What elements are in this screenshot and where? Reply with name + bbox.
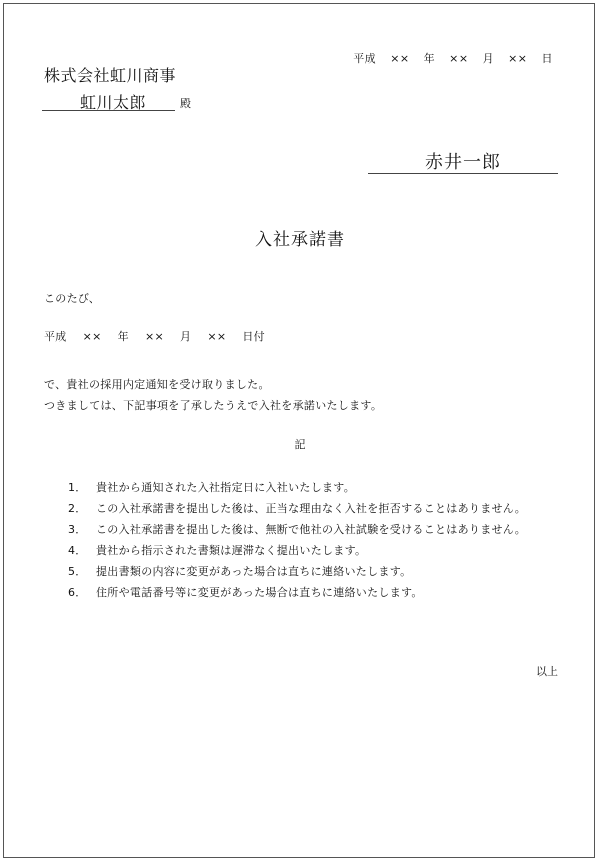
notice-date-day: ××	[207, 330, 227, 343]
sender-name: 赤井一郎	[425, 152, 501, 173]
date-year-unit: 年	[423, 52, 436, 65]
item-text: 住所や電話番号等に変更があった場合は直ちに連絡いたします。	[96, 586, 423, 599]
date-month-unit: 月	[482, 52, 495, 65]
body-paragraph-1: で、貴社の採用内定通知を受け取りました。	[44, 378, 270, 391]
date-day: ××	[508, 52, 528, 65]
terms-list	[68, 477, 560, 603]
item-number: 1．	[68, 481, 87, 494]
notice-date	[44, 328, 265, 344]
list-item	[68, 582, 560, 603]
recipient-underline	[42, 110, 175, 111]
list-item	[68, 519, 560, 540]
date-year: ××	[390, 52, 410, 65]
item-text: 貴社から指示された書類は遅滞なく提出いたします。	[96, 544, 367, 557]
sender-underline	[368, 173, 558, 174]
body-paragraph-2: つきましては、下記事項を了承したうえで入社を承諾いたします。	[44, 399, 383, 412]
item-number: 3．	[68, 523, 87, 536]
notice-date-month-unit: 月	[180, 330, 192, 343]
document-page	[3, 3, 595, 858]
recipient-company: 株式会社虹川商事	[44, 66, 177, 85]
item-number: 4．	[68, 544, 87, 557]
list-item	[68, 477, 560, 498]
list-item	[68, 498, 560, 519]
item-number: 6．	[68, 586, 87, 599]
notice-date-year-unit: 年	[117, 330, 129, 343]
date-era: 平成	[353, 52, 377, 65]
issue-date	[353, 50, 553, 66]
notice-date-era: 平成	[44, 330, 67, 343]
honorific: 殿	[180, 97, 191, 110]
notice-date-month: ××	[144, 330, 165, 343]
item-text: この入社承諾書を提出した後は、無断で他社の入社試験を受けることはありません。	[96, 523, 527, 536]
item-text: 提出書類の内容に変更があった場合は直ちに連絡いたします。	[96, 565, 412, 578]
notice-date-year: ××	[82, 330, 102, 343]
item-number: 2．	[68, 502, 87, 515]
date-day-unit: 日	[541, 52, 553, 65]
ki-heading: 記	[294, 438, 306, 451]
item-text: 貴社から通知された入社指定日に入社いたします。	[96, 481, 356, 494]
document-title: 入社承諾書	[255, 230, 345, 250]
item-text: この入社承諾書を提出した後は、正当な理由なく入社を拒否することはありません。	[96, 502, 527, 515]
list-item	[68, 540, 560, 561]
intro-text: このたび、	[44, 292, 101, 305]
closing-text: 以上	[536, 665, 558, 678]
recipient-name: 虹川太郎	[80, 93, 147, 112]
notice-date-day-unit: 日付	[242, 330, 265, 343]
list-item	[68, 561, 560, 582]
date-month: ××	[449, 52, 469, 65]
item-number: 5．	[68, 565, 87, 578]
